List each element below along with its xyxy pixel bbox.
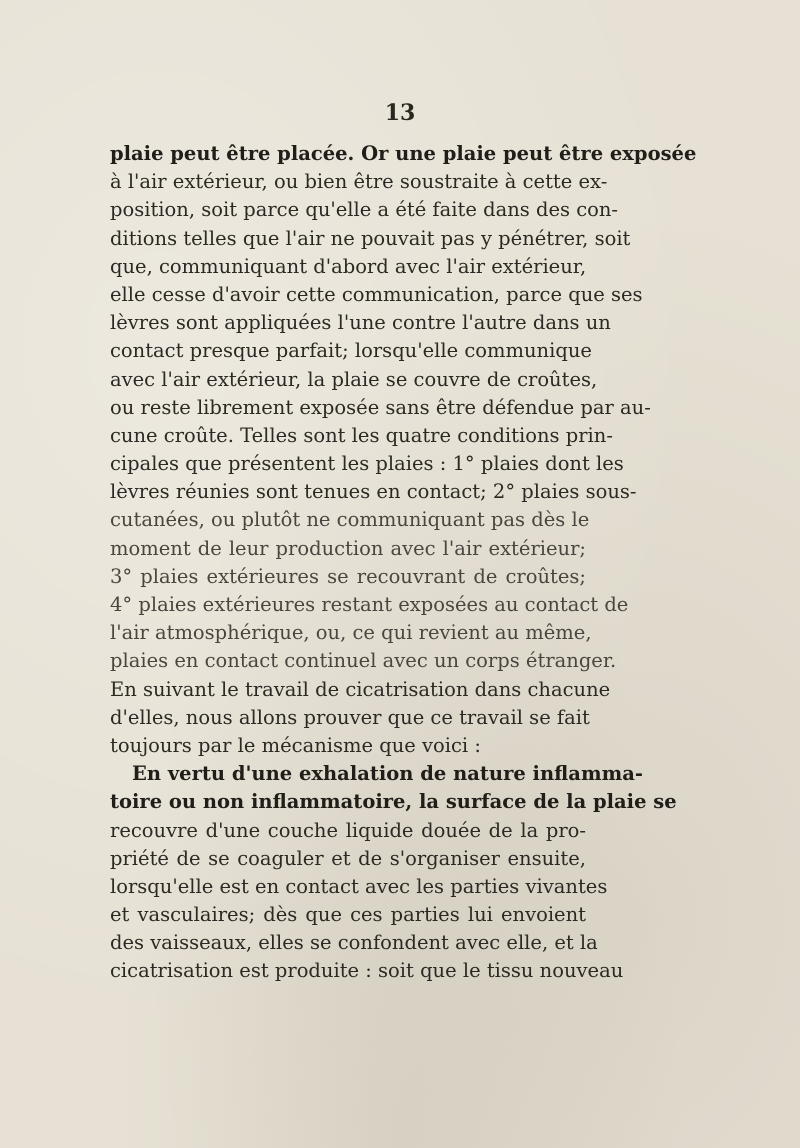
text-line: cune croûte. Telles sont les quatre conditions prin- bbox=[110, 423, 613, 447]
text-line: à l'air extérieur, ou bien être soustraite à cette ex- bbox=[110, 170, 608, 194]
text-line: contact presque parfait; lorsqu'elle communique bbox=[110, 339, 592, 363]
text-line: plaies en contact continuel avec un corps étranger. bbox=[110, 649, 617, 673]
text-line: priété de se coaguler et de s'organiser ensuite, bbox=[110, 846, 586, 870]
text-line: toire ou non inflammatoire, la surface de la plaie se bbox=[110, 790, 677, 814]
text-line: elle cesse d'avoir cette communication, parce que ses bbox=[110, 282, 643, 306]
text-line: cicatrisation est produite : soit que le tissu nouveau bbox=[110, 959, 624, 983]
text-line: d'elles, nous allons prouver que ce travail se fait bbox=[110, 705, 590, 729]
text-line: position, soit parce qu'elle a été faite dans des con- bbox=[110, 198, 618, 222]
text-line: recouvre d'une couche liquide douée de la pro- bbox=[110, 818, 586, 842]
text-line: cutanées, ou plutôt ne communiquant pas dès le bbox=[110, 508, 590, 532]
text-line: toujours par le mécanisme que voici : bbox=[110, 733, 481, 757]
paragraph-start-line: En vertu d'une exhalation de nature inflamma- bbox=[132, 762, 643, 786]
text-line: 4° plaies extérieures restant exposées au contact de bbox=[110, 593, 629, 616]
text-line: moment de leur production avec l'air extérieur; bbox=[110, 536, 586, 560]
text-line: l'air atmosphérique, ou, ce qui revient au même, bbox=[110, 621, 592, 645]
page-number: 13 bbox=[384, 100, 416, 126]
text-line: et vasculaires; dès que ces parties lui envoient bbox=[110, 903, 586, 927]
text-line: cipales que présentent les plaies : 1° plaies dont les bbox=[110, 452, 624, 476]
text-line: En suivant le travail de cicatrisation dans chacune bbox=[110, 677, 611, 701]
text-line: ditions telles que l'air ne pouvait pas y pénétrer, soit bbox=[110, 226, 631, 250]
body-text bbox=[110, 140, 697, 986]
text-line: ou reste librement exposée sans être défendue par au- bbox=[110, 395, 651, 419]
text-line: lèvres réunies sont tenues en contact; 2° plaies sous- bbox=[110, 480, 637, 504]
text-line: avec l'air extérieur, la plaie se couvre de croûtes, bbox=[110, 367, 598, 391]
text-line: 3° plaies extérieures se recouvrant de croûtes; bbox=[110, 564, 586, 588]
text-line: lorsqu'elle est en contact avec les parties vivantes bbox=[110, 874, 608, 898]
text-line: des vaisseaux, elles se confondent avec elle, et la bbox=[110, 931, 598, 955]
text-line: que, communiquant d'abord avec l'air extérieur, bbox=[110, 254, 587, 278]
text-line: plaie peut être placée. Or une plaie peut être exposée bbox=[110, 142, 697, 165]
text-line: lèvres sont appliquées l'une contre l'autre dans un bbox=[110, 311, 611, 335]
